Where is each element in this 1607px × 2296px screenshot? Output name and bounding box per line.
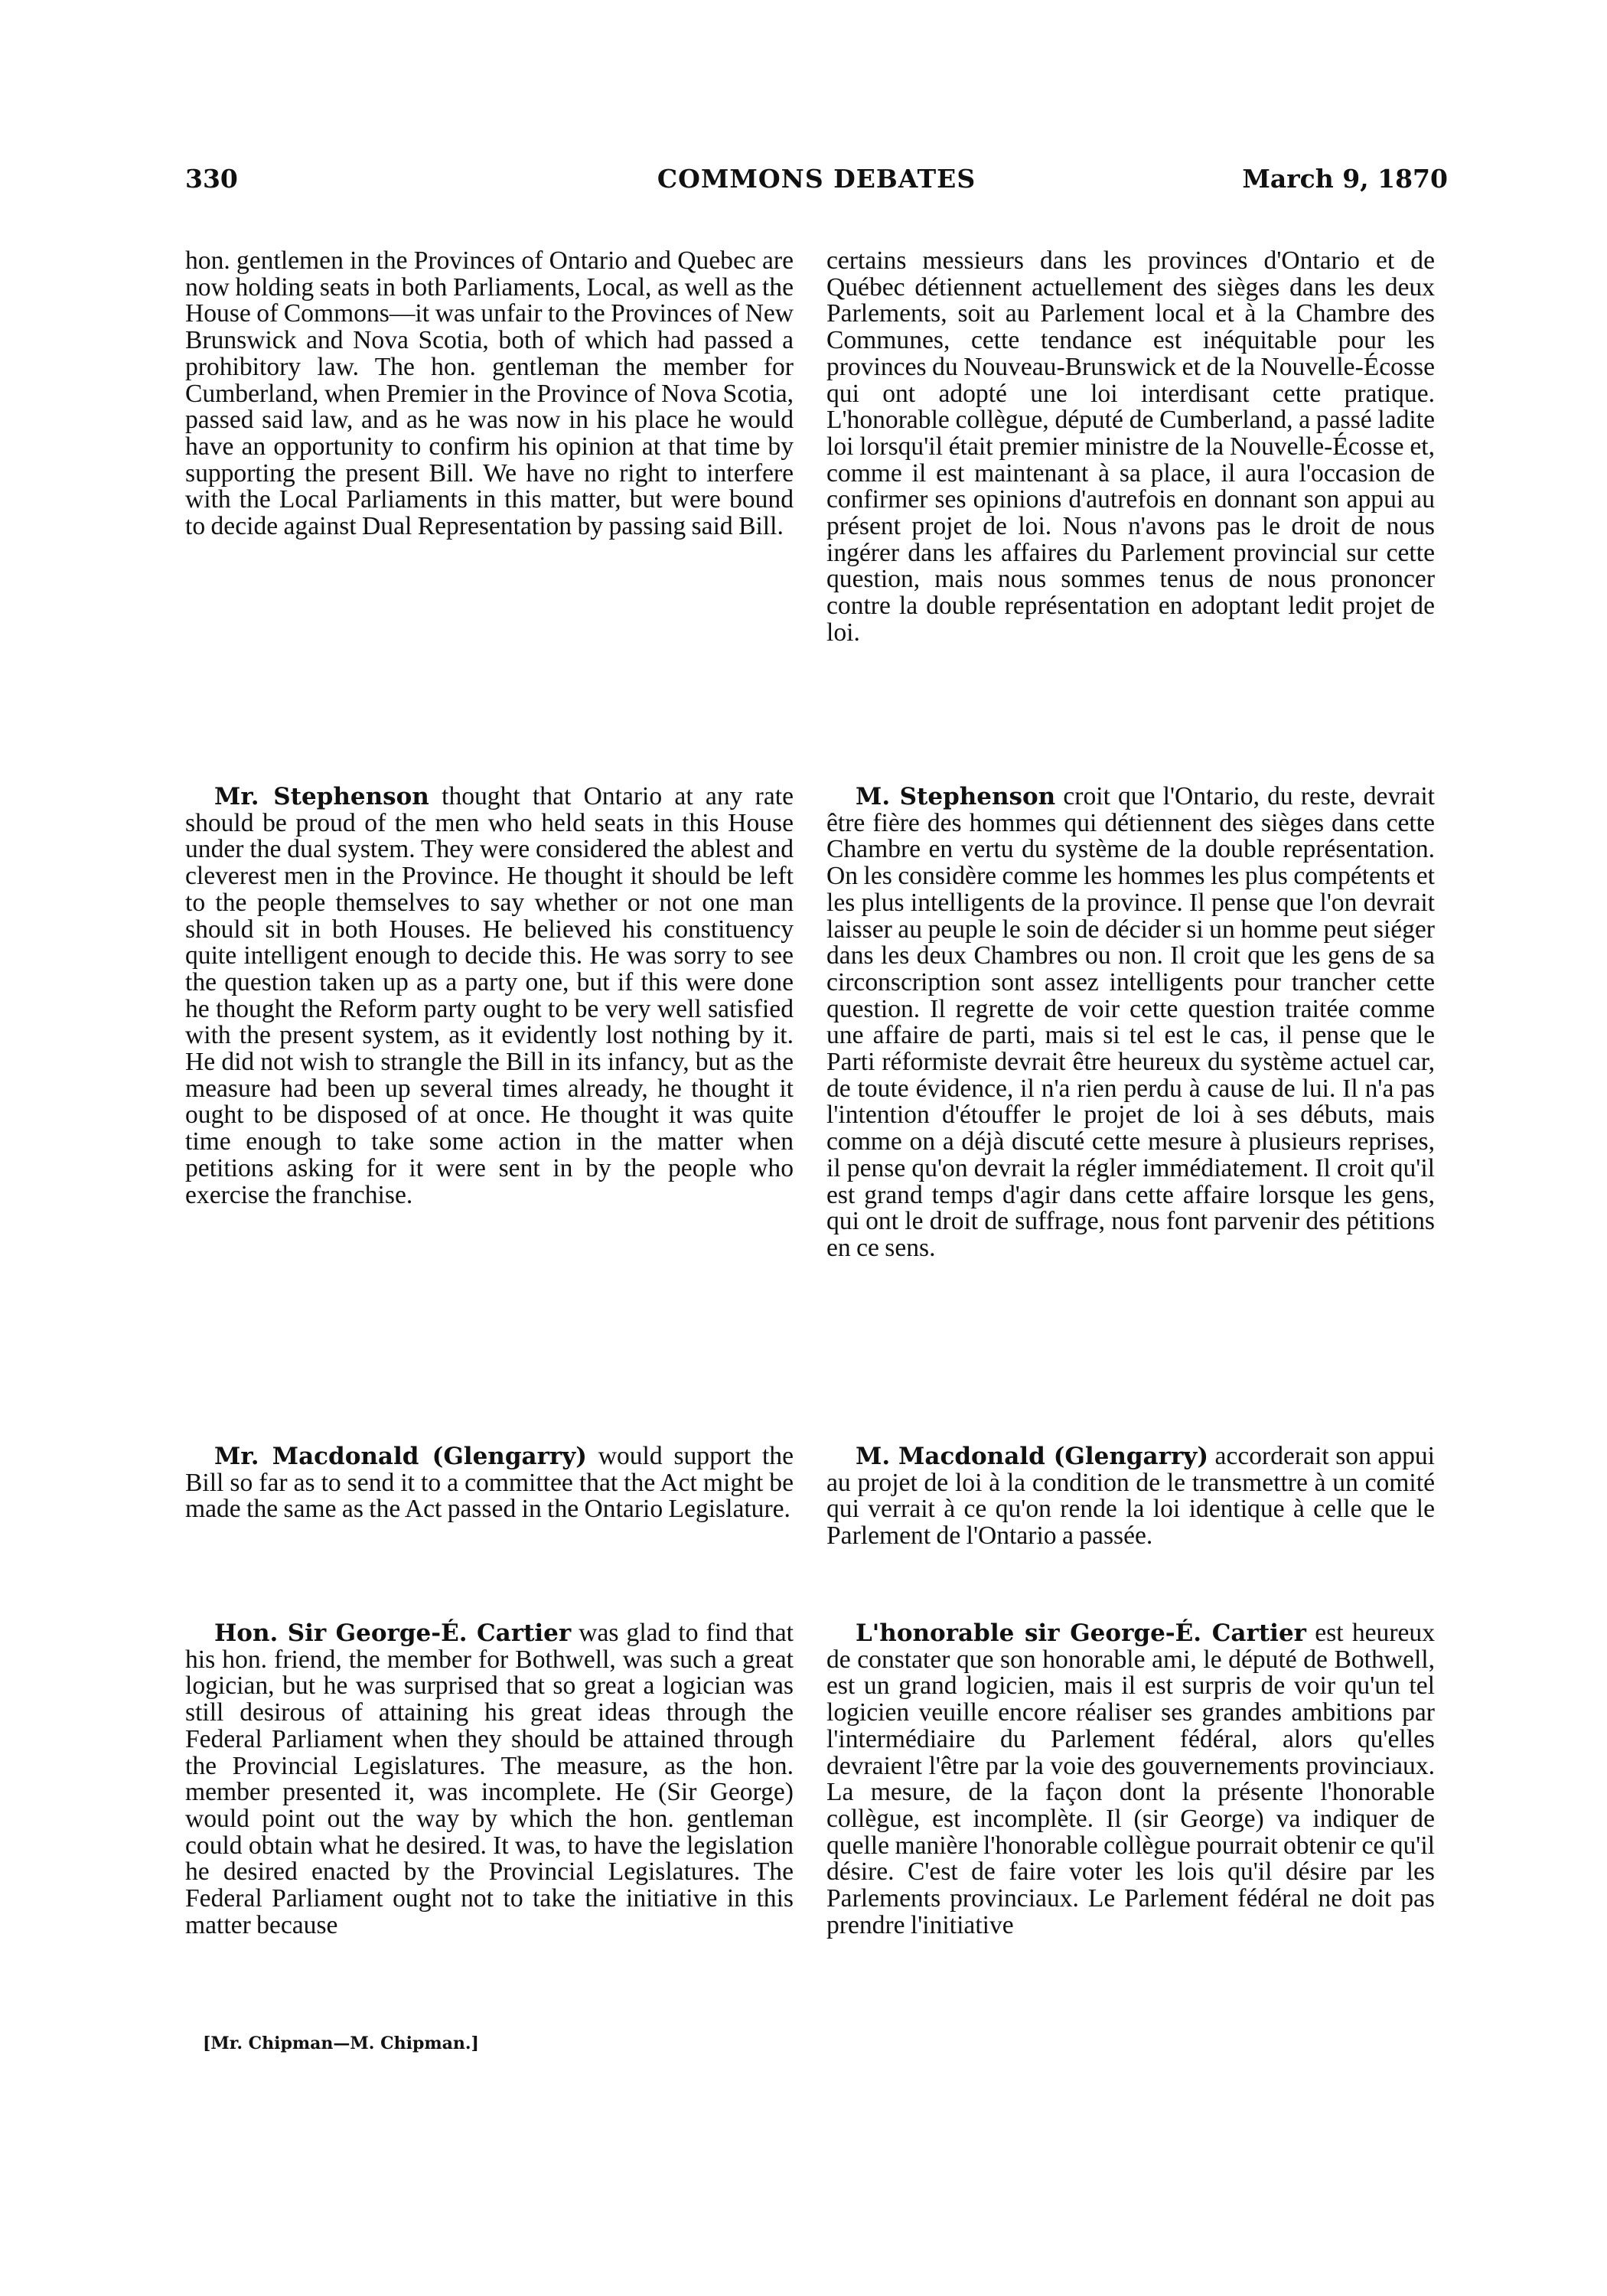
speaker-name: Mr. Macdonald (Glengarry) xyxy=(214,1443,587,1470)
paragraph-macdonald xyxy=(826,1443,1435,1550)
paragraph-text: est heureux de constater que son honorable ami, le député de Bothwell, est un grand logicien, mais il est surpris de voir qu'un tel logicien veuille encore réaliser ses grandes ambitions par l'intermédiaire du Parlement fédéral, alors qu'elles devraient l'être par la voie des gouvernements provinciaux. La mesure, de la façon dont la présente l'honorable collègue, est incomplète. Il (sir George) va indiquer de quelle manière l'honorable collègue pourrait obtenir ce qu'il désire. C'est de faire voter les lois qu'il désire par les Parlements provinciaux. Le Parlement fédéral ne doit pas prendre l'initiative xyxy=(826,1619,1436,1939)
paragraph-stephenson xyxy=(185,784,794,1208)
speaker-name: M. Macdonald (Glengarry) xyxy=(856,1443,1208,1470)
running-header xyxy=(185,164,1448,202)
speaker-name: Hon. Sir George-É. Cartier xyxy=(214,1619,572,1647)
sitting-date: March 9, 1870 xyxy=(1242,164,1448,194)
paragraph-cartier xyxy=(185,1620,794,1939)
publication-title: COMMONS DEBATES xyxy=(657,164,976,194)
page-footer-attribution: [Mr. Chipman—M. Chipman.] xyxy=(203,2033,479,2053)
paragraph-text: thought that Ontario at any rate should be proud of the men who held seats in this House under the dual system. They were considered the ablest and cleverest men in the Province. He thought it should be left to the people themselves to say whether or not one man should sit in both Houses. He believed his constituency quite intelligent enough to decide this. He was sorry to see the question taken up as a party one, but if this were done he thought the Reform party ought to be very well satisfied with the present system, as it evidently lost nothing by it. He did not wish to strangle the Bill in its infancy, but as the measure had been up several times already, he thought it ought to be disposed of at once. He thought it was quite time enough to take some action in the matter when petitions asking for it were sent in by the people who exercise the franchise. xyxy=(185,782,794,1209)
paragraph-text: accorderait son appui au projet de loi à la condition de le transmettre à un comité qui verrait à ce qu'on rende la loi identique à celle que le Parlement de l'Ontario a passée. xyxy=(826,1442,1435,1551)
paragraph-macdonald xyxy=(185,1443,794,1523)
speaker-name: L'honorable sir George-É. Cartier xyxy=(856,1619,1307,1647)
paragraph-cartier xyxy=(826,1620,1435,1939)
paragraph-continuation xyxy=(185,248,794,540)
page-number: 330 xyxy=(185,164,238,194)
paragraph-stephenson xyxy=(826,784,1435,1262)
paragraph-text: would support the Bill so far as to send it to a committee that the Act might be made the same as the Act passed in the Ontario Legislature. xyxy=(185,1442,794,1524)
paragraph-continuation xyxy=(826,248,1435,647)
paragraph-text: was glad to find that his hon. friend, the member for Bothwell, was such a great logician, but he was surprised that so great a logician was still desirous of attaining his great ideas through the Federal Parliament when they should be attained through the Provincial Legislatures. The measure, as the hon. member presented it, was incomplete. He (Sir George) would point out the way by which the hon. gentleman could obtain what he desired. It was, to have the legislation he desired enacted by the Provincial Legislatures. The Federal Parliament ought not to take the initiative in this matter because xyxy=(185,1619,794,1939)
paragraph-text: hon. gentlemen in the Provinces of Ontario and Quebec are now holding seats in both Parliaments, Local, as well as the House of Commons—it was unfair to the Provinces of New Brunswick and Nova Scotia, both of which had passed a prohibitory law. The hon. gentleman the member for Cumberland, when Premier in the Province of Nova Scotia, passed said law, and as he was now in his place he would have an opportunity to confirm his opinion at that time by supporting the present Bill. We have no right to interfere with the Local Parliaments in this matter, but were bound to decide against Dual Representation by passing said Bill. xyxy=(185,246,794,541)
speaker-name: Mr. Stephenson xyxy=(214,783,429,810)
paragraph-text: certains messieurs dans les provinces d'Ontario et de Québec détiennent actuellement des sièges dans les deux Parlements, soit au Parlement local et à la Chambre des Communes, cette tendance est inéquitable pour les provinces du Nouveau-Brunswick et de la Nouvelle-Écosse qui ont adopté une loi interdisant cette pratique. L'honorable collègue, député de Cumberland, a passé ladite loi lorsqu'il était premier ministre de la Nouvelle-Écosse et, comme il est maintenant à sa place, il aura l'occasion de confirmer ses opinions d'autrefois en donnant son appui au présent projet de loi. Nous n'avons pas le droit de nous ingérer dans les affaires du Parlement provincial sur cette question, mais nous sommes tenus de nous prononcer contre la double représentation en adoptant ledit projet de loi. xyxy=(826,246,1435,647)
paragraph-text: croit que l'Ontario, du reste, devrait être fière des hommes qui détiennent des sièges dans cette Chambre en vertu du système de la double représentation. On les considère comme les hommes les plus compétents et les plus intelligents de la province. Il pense que l'on devrait laisser au peuple le soin de décider si un homme peut siéger dans les deux Chambres ou non. Il croit que les gens de sa circonscription sont assez intelligents pour trancher cette question. Il regrette de voir cette question traitée comme une affaire de parti, mais si tel est le cas, il pense que le Parti réformiste devrait être heureux du système actuel car, de toute évidence, il n'a rien perdu à cause de lui. Il n'a pas l'intention d'étouffer le projet de loi à ses débuts, mais comme on a déjà discuté cette mesure à plusieurs reprises, il pense qu'on devrait la régler immédiatement. Il croit qu'il est grand temps d'agir dans cette affaire lorsque les gens, qui ont le droit de suffrage, nous font parvenir des pétitions en ce sens. xyxy=(826,782,1435,1262)
speaker-name: M. Stephenson xyxy=(856,783,1056,810)
